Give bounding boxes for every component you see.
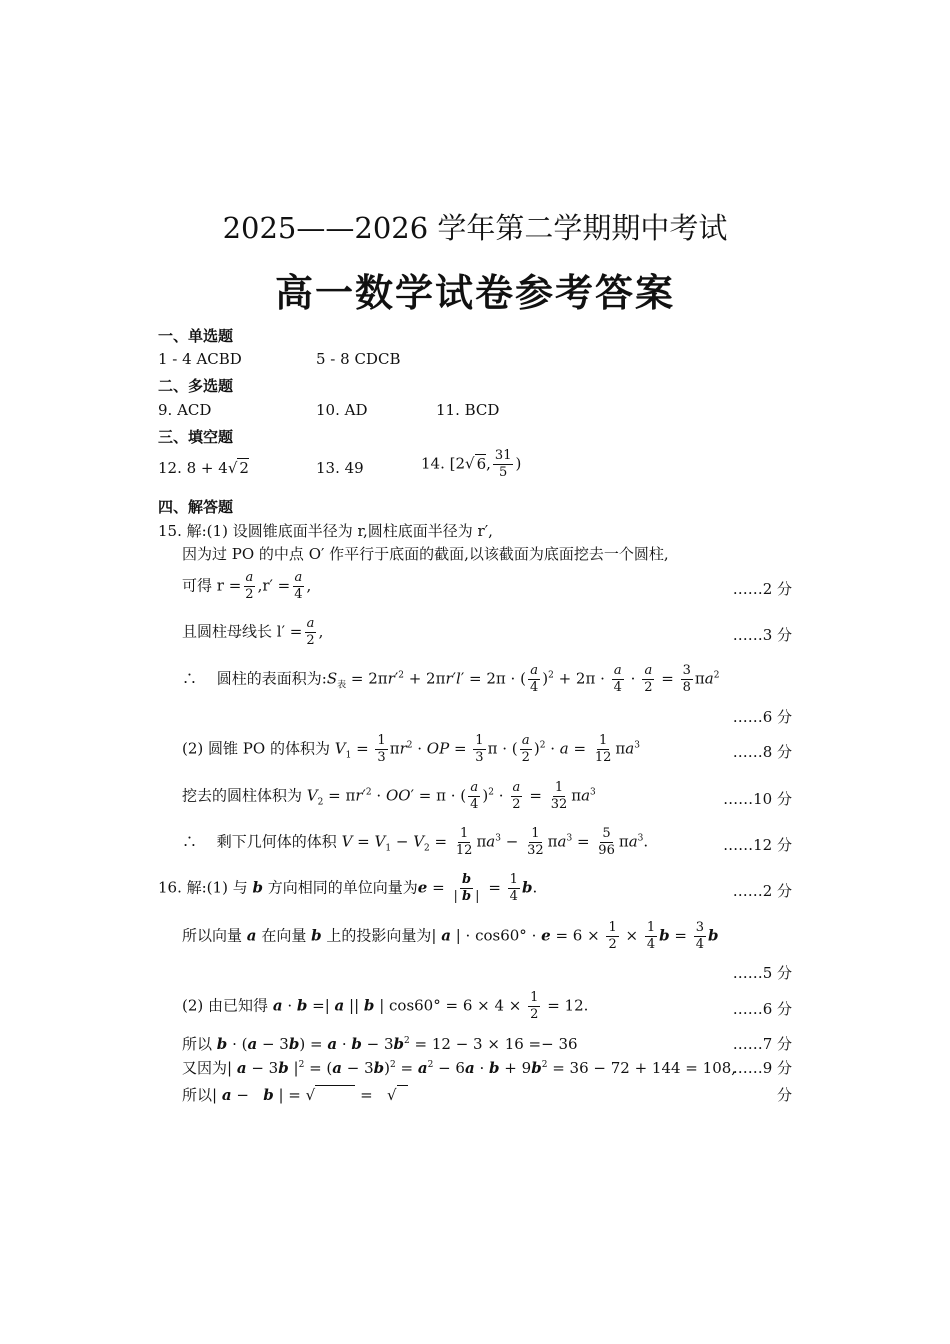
q16-score-5: ……9 分 bbox=[732, 1059, 792, 1077]
q16-line3: (2) 由已知得 a · b =| a || b | cos60° = 6 × 4 × $\frac{1}{2}$ = 12. bbox=[182, 990, 589, 1022]
section-solutions: 四、解答题 bbox=[158, 498, 234, 516]
q15-line6: (2) 圆锥 PO 的体积为 $V_1$ = $\frac{1}{3}$ $\pi r^2$ · OP = $\frac{1}{3}$ π · ( $\frac{a}{2}$ )$^2$ · a = $\frac{1}{12}$ $\pi a^3$ bbox=[182, 733, 640, 765]
q15-line5: ∴ 圆柱的表面积为$:S_表 = 2\pi r'^2 + 2\pi r'l' = 2\pi$ · ( $\frac{a}{4}$ )$^2$ + 2π · $\frac{a}{4}$ · $\frac{a}{2}$ = $\frac{3}{8}$ $\pi a^2$ bbox=[182, 663, 720, 695]
answer-9: 9. ACD bbox=[158, 401, 212, 419]
q16-line2: 所以向量 a 在向量 b 上的投影向量为| a | · cos60° · e = 6 × $\frac{1}{2}$ × $\frac{1}{4}$ b = $\frac{3}{4}$ b bbox=[182, 920, 719, 952]
q15-line8: ∴ 剩下几何体的体积 $V = V_1 - V_2$ = $\frac{1}{12}$ $\pi a^3$ − $\frac{1}{32}$ $\pi a^3$ = $\frac{5}{96}$ $\pi a^3$. bbox=[182, 826, 649, 858]
q15-line4: 且圆柱母线长 l′ = $\frac{a}{2}$ , bbox=[182, 616, 324, 648]
answer-key-title: 高一数学试卷参考答案 bbox=[274, 270, 675, 315]
q16-line5: 又因为| a − 3b $|^2 = (a - 3b)^2 = a^2 - 6a \cdot b + 9b^2 = 36 - 72 + 144 = 108$, bbox=[182, 1059, 737, 1077]
q15-score-3: ……6 分 bbox=[732, 708, 792, 726]
q16-score-6: 分 bbox=[776, 1086, 792, 1104]
q16-line1: 16. 解:(1) 与 b 方向相同的单位向量为e = $\frac{b}{| b |}$ = $\frac{1}{4}$ b. bbox=[158, 872, 538, 904]
section-fill-blank: 三、填空题 bbox=[158, 428, 234, 446]
q16-line4: 所以 $b \cdot (a - 3b) = a \cdot b - 3b^2 = 12 - 3 \times 16 =- 36$ bbox=[182, 1035, 578, 1053]
q15-line2: 因为过 PO 的中点 O′ 作平行于底面的截面,以该截面为底面挖去一个圆柱, bbox=[182, 545, 669, 563]
q15-line1: 15. 解:(1) 设圆锥底面半径为 r,圆柱底面半径为 r′, bbox=[158, 522, 493, 540]
answer-11: 11. BCD bbox=[436, 401, 500, 419]
q15-line3: 可得 r = $\frac{a}{2}$ ,r′ = $\frac{a}{4}$ , bbox=[182, 570, 312, 602]
q16-score-1: ……2 分 bbox=[732, 882, 792, 900]
q15-score-5: ……10 分 bbox=[723, 790, 792, 808]
q15-score-2: ……3 分 bbox=[732, 626, 792, 644]
q16-line6: 所以| a − b | = √ = √ bbox=[182, 1084, 408, 1105]
q15-score-6: ……12 分 bbox=[723, 836, 792, 854]
answer-12: 12. 8 + 4√ 2 bbox=[158, 459, 249, 477]
q16-score-3: ……6 分 bbox=[732, 1000, 792, 1018]
answer-14: 14. [2√ 6, $\frac{31}{5}$ ) bbox=[421, 448, 522, 480]
q16-score-4: ……7 分 bbox=[732, 1035, 792, 1053]
exam-title: 2025——2026 学年第二学期期中考试 bbox=[222, 211, 728, 245]
answer-10: 10. AD bbox=[316, 401, 368, 419]
q16-score-2: ……5 分 bbox=[732, 964, 792, 982]
section-multi-choice: 二、多选题 bbox=[158, 377, 234, 395]
q15-score-1: ……2 分 bbox=[732, 580, 792, 598]
answer-1-4: 1 - 4 ACBD bbox=[158, 350, 242, 368]
section-single-choice: 一、单选题 bbox=[158, 327, 234, 345]
answer-5-8: 5 - 8 CDCB bbox=[316, 350, 401, 368]
q15-line7: 挖去的圆柱体积为 $V_2 = \pi r'^2 \cdot OO' = \pi$ · ( $\frac{a}{4}$ )$^2$ · $\frac{a}{2}$ = $\frac{1}{32}$ $\pi a^3$ bbox=[182, 780, 596, 812]
answer-13: 13. 49 bbox=[316, 459, 364, 477]
q15-score-4: ……8 分 bbox=[732, 743, 792, 761]
